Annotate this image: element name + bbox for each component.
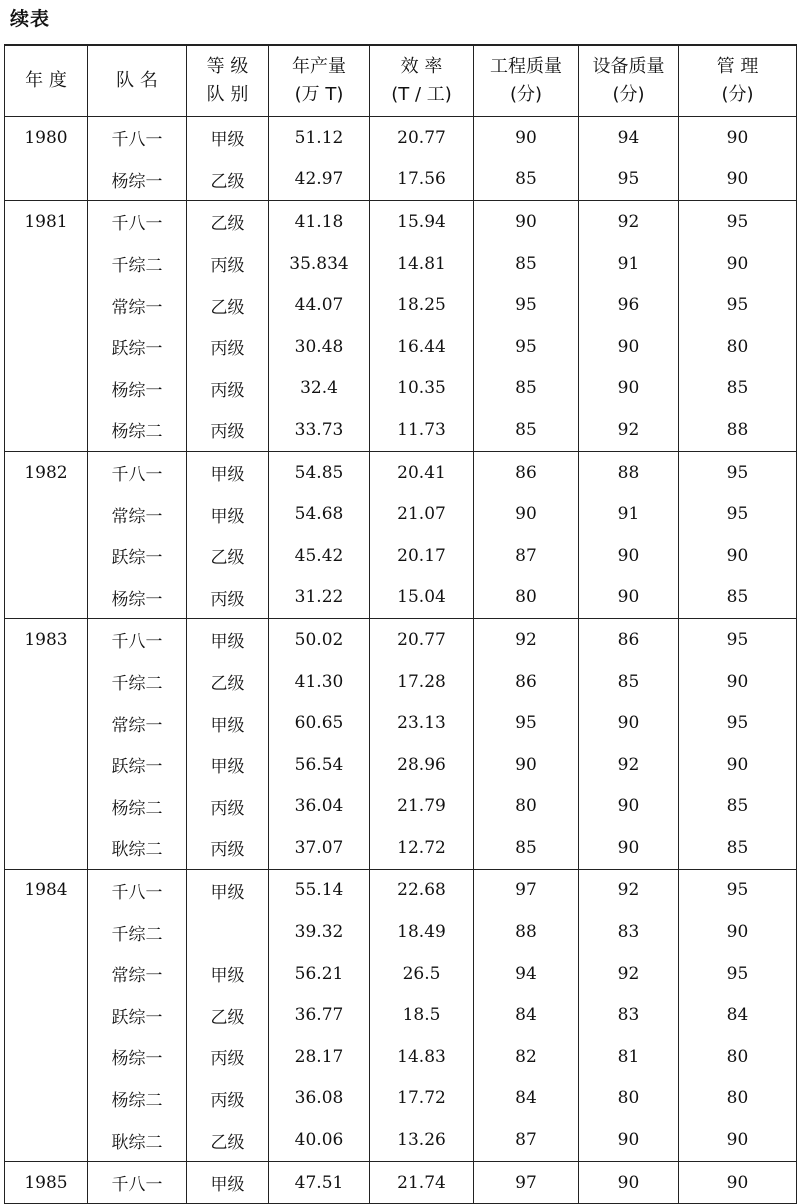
equipment-quality-cell: 92 [579,744,679,786]
output-cell: 56.54 [269,744,370,786]
grade-cell: 甲级 [187,744,269,786]
team-cell: 千八一 [88,117,187,159]
management-cell: 90 [679,243,797,285]
equipment-quality-cell: 90 [579,1161,679,1204]
grade-cell: 乙级 [187,994,269,1036]
year-cell [5,493,88,535]
equipment-quality-cell: 86 [579,619,679,661]
efficiency-cell: 18.49 [370,911,474,953]
management-cell: 90 [679,1161,797,1204]
year-cell [5,786,88,828]
grade-cell: 丙级 [187,409,269,451]
grade-cell: 甲级 [187,869,269,911]
team-cell: 千八一 [88,619,187,661]
equipment-quality-cell: 90 [579,326,679,368]
efficiency-cell: 18.25 [370,284,474,326]
year-cell [5,159,88,201]
header-engineering-quality: 工程质量 (分) [474,45,579,117]
year-cell [5,1036,88,1078]
header-year: 年 度 [5,45,88,117]
management-cell: 90 [679,911,797,953]
year-cell [5,744,88,786]
team-cell: 千综二 [88,911,187,953]
team-cell: 千八一 [88,201,187,243]
year-cell [5,1078,88,1120]
management-cell: 90 [679,535,797,577]
management-cell: 85 [679,368,797,410]
grade-cell: 丙级 [187,1078,269,1120]
efficiency-cell: 23.13 [370,702,474,744]
equipment-quality-cell: 95 [579,159,679,201]
grade-cell: 乙级 [187,284,269,326]
grade-cell: 丙级 [187,786,269,828]
grade-cell: 丙级 [187,1036,269,1078]
team-cell: 常综一 [88,953,187,995]
table-row [5,159,797,201]
table-row [5,1161,797,1204]
output-cell: 51.12 [269,117,370,159]
table-row [5,577,797,619]
team-cell: 耿综二 [88,827,187,869]
table-body [5,117,797,1204]
equipment-quality-cell: 90 [579,827,679,869]
header-row [5,45,797,117]
output-cell: 37.07 [269,827,370,869]
engineering-quality-cell: 87 [474,535,579,577]
output-cell: 41.18 [269,201,370,243]
engineering-quality-cell: 90 [474,744,579,786]
output-cell: 42.97 [269,159,370,201]
year-cell [5,326,88,368]
team-cell: 杨综一 [88,577,187,619]
efficiency-cell: 10.35 [370,368,474,410]
team-cell: 杨综二 [88,1078,187,1120]
engineering-quality-cell: 85 [474,243,579,285]
year-cell: 1982 [5,451,88,493]
equipment-quality-cell: 80 [579,1078,679,1120]
equipment-quality-cell: 90 [579,1119,679,1161]
equipment-quality-cell: 90 [579,368,679,410]
engineering-quality-cell: 90 [474,493,579,535]
output-cell: 30.48 [269,326,370,368]
grade-cell: 丙级 [187,243,269,285]
output-cell: 54.85 [269,451,370,493]
output-cell: 35.834 [269,243,370,285]
output-cell: 60.65 [269,702,370,744]
table-row [5,869,797,911]
header-grade: 等 级 队 别 [187,45,269,117]
management-cell: 80 [679,1036,797,1078]
efficiency-cell: 20.41 [370,451,474,493]
output-cell: 55.14 [269,869,370,911]
management-cell: 85 [679,827,797,869]
team-cell: 千八一 [88,869,187,911]
efficiency-cell: 11.73 [370,409,474,451]
table-row [5,368,797,410]
year-cell: 1980 [5,117,88,159]
management-cell: 90 [679,744,797,786]
efficiency-cell: 28.96 [370,744,474,786]
equipment-quality-cell: 92 [579,953,679,995]
table-row [5,201,797,243]
header-equipment-quality: 设备质量 (分) [579,45,679,117]
efficiency-cell: 21.74 [370,1161,474,1204]
table-row [5,117,797,159]
equipment-quality-cell: 90 [579,577,679,619]
equipment-quality-cell: 85 [579,661,679,703]
year-cell: 1984 [5,869,88,911]
engineering-quality-cell: 85 [474,368,579,410]
management-cell: 90 [679,159,797,201]
management-cell: 80 [679,1078,797,1120]
team-cell: 千综二 [88,243,187,285]
engineering-quality-cell: 95 [474,702,579,744]
team-cell: 杨综一 [88,1036,187,1078]
management-cell: 84 [679,994,797,1036]
efficiency-cell: 12.72 [370,827,474,869]
management-cell: 95 [679,619,797,661]
engineering-quality-cell: 95 [474,326,579,368]
efficiency-cell: 14.81 [370,243,474,285]
year-cell [5,994,88,1036]
equipment-quality-cell: 83 [579,994,679,1036]
year-cell [5,1119,88,1161]
table-row [5,535,797,577]
efficiency-cell: 13.26 [370,1119,474,1161]
output-cell: 33.73 [269,409,370,451]
grade-cell [187,911,269,953]
efficiency-cell: 20.77 [370,117,474,159]
output-cell: 45.42 [269,535,370,577]
output-cell: 39.32 [269,911,370,953]
team-cell: 跃综一 [88,744,187,786]
management-cell: 85 [679,786,797,828]
year-cell [5,368,88,410]
grade-cell: 乙级 [187,201,269,243]
team-cell: 杨综一 [88,368,187,410]
efficiency-cell: 17.56 [370,159,474,201]
engineering-quality-cell: 97 [474,869,579,911]
engineering-quality-cell: 84 [474,1078,579,1120]
engineering-quality-cell: 86 [474,451,579,493]
team-cell: 跃综一 [88,535,187,577]
output-cell: 41.30 [269,661,370,703]
output-cell: 54.68 [269,493,370,535]
table-row [5,243,797,285]
management-cell: 95 [679,451,797,493]
table-row [5,661,797,703]
year-cell [5,243,88,285]
production-table [4,44,797,1204]
output-cell: 56.21 [269,953,370,995]
grade-cell: 甲级 [187,493,269,535]
year-cell [5,284,88,326]
team-cell: 杨综一 [88,159,187,201]
table-row [5,827,797,869]
management-cell: 95 [679,493,797,535]
engineering-quality-cell: 80 [474,577,579,619]
equipment-quality-cell: 83 [579,911,679,953]
grade-cell: 甲级 [187,1161,269,1204]
efficiency-cell: 21.07 [370,493,474,535]
team-cell: 杨综二 [88,786,187,828]
table-row [5,702,797,744]
output-cell: 50.02 [269,619,370,661]
management-cell: 90 [679,117,797,159]
management-cell: 95 [679,702,797,744]
efficiency-cell: 16.44 [370,326,474,368]
equipment-quality-cell: 92 [579,869,679,911]
table-row [5,911,797,953]
efficiency-cell: 20.77 [370,619,474,661]
engineering-quality-cell: 80 [474,786,579,828]
output-cell: 44.07 [269,284,370,326]
engineering-quality-cell: 92 [474,619,579,661]
table-row [5,994,797,1036]
equipment-quality-cell: 90 [579,535,679,577]
grade-cell: 丙级 [187,368,269,410]
engineering-quality-cell: 82 [474,1036,579,1078]
efficiency-cell: 17.72 [370,1078,474,1120]
management-cell: 95 [679,869,797,911]
management-cell: 90 [679,661,797,703]
efficiency-cell: 21.79 [370,786,474,828]
team-cell: 常综一 [88,284,187,326]
efficiency-cell: 17.28 [370,661,474,703]
output-cell: 28.17 [269,1036,370,1078]
efficiency-cell: 14.83 [370,1036,474,1078]
table-row [5,284,797,326]
grade-cell: 甲级 [187,953,269,995]
equipment-quality-cell: 88 [579,451,679,493]
grade-cell: 丙级 [187,827,269,869]
engineering-quality-cell: 87 [474,1119,579,1161]
table-row [5,953,797,995]
table-row [5,744,797,786]
grade-cell: 甲级 [187,619,269,661]
engineering-quality-cell: 84 [474,994,579,1036]
table-row [5,1078,797,1120]
year-cell [5,577,88,619]
equipment-quality-cell: 81 [579,1036,679,1078]
engineering-quality-cell: 85 [474,409,579,451]
team-cell: 跃综一 [88,326,187,368]
grade-cell: 甲级 [187,702,269,744]
equipment-quality-cell: 91 [579,493,679,535]
equipment-quality-cell: 94 [579,117,679,159]
efficiency-cell: 15.94 [370,201,474,243]
team-cell: 杨综二 [88,409,187,451]
table-row [5,1036,797,1078]
equipment-quality-cell: 91 [579,243,679,285]
equipment-quality-cell: 90 [579,786,679,828]
grade-cell: 乙级 [187,661,269,703]
management-cell: 88 [679,409,797,451]
year-cell [5,409,88,451]
output-cell: 40.06 [269,1119,370,1161]
team-cell: 跃综一 [88,994,187,1036]
grade-cell: 乙级 [187,1119,269,1161]
table-row [5,786,797,828]
engineering-quality-cell: 90 [474,201,579,243]
engineering-quality-cell: 85 [474,159,579,201]
efficiency-cell: 20.17 [370,535,474,577]
team-cell: 千综二 [88,661,187,703]
engineering-quality-cell: 97 [474,1161,579,1204]
equipment-quality-cell: 92 [579,409,679,451]
grade-cell: 甲级 [187,451,269,493]
grade-cell: 丙级 [187,326,269,368]
table-row [5,619,797,661]
table-row [5,1119,797,1161]
team-cell: 常综一 [88,493,187,535]
efficiency-cell: 26.5 [370,953,474,995]
team-cell: 千八一 [88,1161,187,1204]
header-efficiency: 效 率 (T / 工) [370,45,474,117]
management-cell: 90 [679,1119,797,1161]
header-team: 队 名 [88,45,187,117]
equipment-quality-cell: 92 [579,201,679,243]
table-row [5,326,797,368]
team-cell: 常综一 [88,702,187,744]
table-row [5,409,797,451]
engineering-quality-cell: 85 [474,827,579,869]
efficiency-cell: 22.68 [370,869,474,911]
engineering-quality-cell: 86 [474,661,579,703]
output-cell: 47.51 [269,1161,370,1204]
team-cell: 千八一 [88,451,187,493]
year-cell: 1985 [5,1161,88,1204]
management-cell: 80 [679,326,797,368]
management-cell: 95 [679,284,797,326]
output-cell: 31.22 [269,577,370,619]
management-cell: 95 [679,201,797,243]
engineering-quality-cell: 88 [474,911,579,953]
output-cell: 32.4 [269,368,370,410]
grade-cell: 甲级 [187,117,269,159]
grade-cell: 乙级 [187,159,269,201]
table-caption: 续表 [10,8,51,30]
engineering-quality-cell: 94 [474,953,579,995]
header-management: 管 理 (分) [679,45,797,117]
engineering-quality-cell: 90 [474,117,579,159]
management-cell: 95 [679,953,797,995]
table-row [5,493,797,535]
table-row [5,451,797,493]
year-cell [5,953,88,995]
team-cell: 耿综二 [88,1119,187,1161]
management-cell: 85 [679,577,797,619]
equipment-quality-cell: 96 [579,284,679,326]
year-cell: 1981 [5,201,88,243]
output-cell: 36.77 [269,994,370,1036]
output-cell: 36.08 [269,1078,370,1120]
efficiency-cell: 18.5 [370,994,474,1036]
equipment-quality-cell: 90 [579,702,679,744]
header-output: 年产量 (万 T) [269,45,370,117]
grade-cell: 乙级 [187,535,269,577]
output-cell: 36.04 [269,786,370,828]
efficiency-cell: 15.04 [370,577,474,619]
year-cell [5,535,88,577]
year-cell [5,911,88,953]
year-cell [5,661,88,703]
year-cell [5,827,88,869]
engineering-quality-cell: 95 [474,284,579,326]
year-cell: 1983 [5,619,88,661]
year-cell [5,702,88,744]
grade-cell: 丙级 [187,577,269,619]
